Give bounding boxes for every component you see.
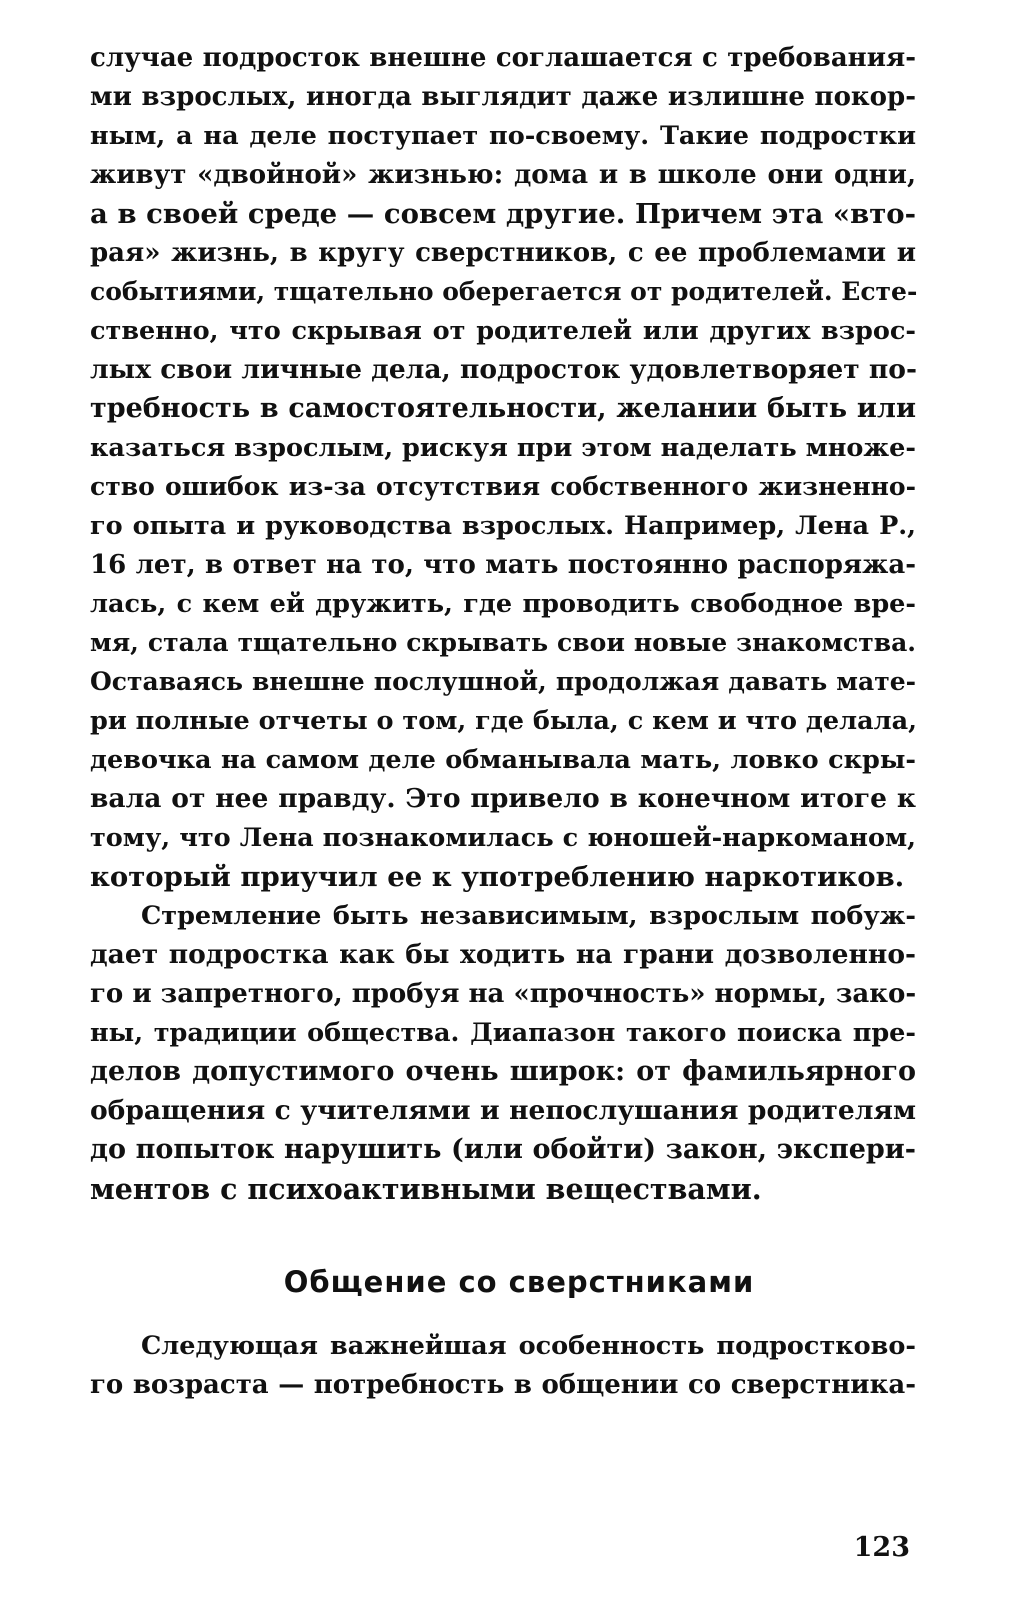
text-line: ми взрослых, иногда выглядит даже излишне покор-	[90, 82, 916, 112]
text-line: который приучил ее к употреблению наркотиков.	[90, 861, 905, 893]
text-line: вала от нее правду. Это привело в конечном итоге к	[90, 783, 916, 814]
text-line: лась, с кем ей дружить, где проводить свободное вре-	[90, 589, 916, 619]
text-line: мя, стала тщательно скрывать свои новые знакомства.	[90, 628, 916, 657]
text-line: рая» жизнь, в кругу сверстников, с ее проблемами и	[90, 238, 916, 268]
text-line: живут «двойной» жизнью: дома и в школе они одни,	[90, 160, 916, 190]
text-line: го опыта и руководства взрослых. Например, Лена Р.,	[90, 511, 916, 541]
text-line: обращения с учителями и непослушания родителям	[90, 1095, 916, 1126]
text-line: ны, традиции общества. Диапазон такого поиска пре-	[90, 1018, 916, 1048]
text-line: делов допустимого очень широк: от фамильярного	[90, 1056, 916, 1087]
text-line: ным, а на деле поступает по-своему. Такие подростки	[90, 121, 916, 151]
text-line: ри полные отчеты о том, где была, с кем и что делала,	[90, 706, 918, 736]
page-number: 123	[853, 1532, 910, 1563]
section-heading: Общение со сверстниками	[283, 1265, 755, 1299]
text-line: ство ошибок из-за отсутствия собственного жизненно-	[90, 472, 916, 501]
text-line: требность в самостоятельности, желании быть или	[90, 393, 916, 424]
text-line: событиями, тщательно оберегается от родителей. Есте-	[90, 277, 918, 306]
text-line: Стремление быть независимым, взрослым побуж-	[141, 901, 916, 931]
text-line: тому, что Лена познакомилась с юношей-наркоманом,	[90, 823, 916, 853]
text-line: девочка на самом деле обманывала мать, ловко скры-	[90, 745, 916, 775]
text-line: дает подростка как бы ходить на грани дозволенно-	[90, 939, 916, 970]
text-line: го возраста — потребность в общении со сверстника-	[90, 1370, 916, 1400]
text-line: а в своей среде — совсем другие. Причем эта «вто-	[90, 198, 916, 230]
text-line: лых свои личные дела, подросток удовлетворяет по-	[90, 354, 917, 385]
text-line: ментов с психоактивными веществами.	[90, 1172, 762, 1206]
text-line: казаться взрослым, рискуя при этом наделать множе-	[90, 433, 916, 463]
text-line: го и запретного, пробуя на «прочность» нормы, зако-	[90, 979, 917, 1009]
text-line: ственно, что скрывая от родителей или других взрос-	[90, 316, 916, 346]
text-line: до попыток нарушить (или обойти) закон, экспери-	[90, 1134, 916, 1165]
text-line: случае подросток внешне соглашается с требования-	[90, 43, 916, 73]
text-line: 16 лет, в ответ на то, что мать постоянно распоряжа-	[90, 550, 916, 580]
text-line: Оставаясь внешне послушной, продолжая давать мате-	[90, 667, 916, 696]
text-line: Следующая важнейшая особенность подростково-	[141, 1331, 916, 1361]
